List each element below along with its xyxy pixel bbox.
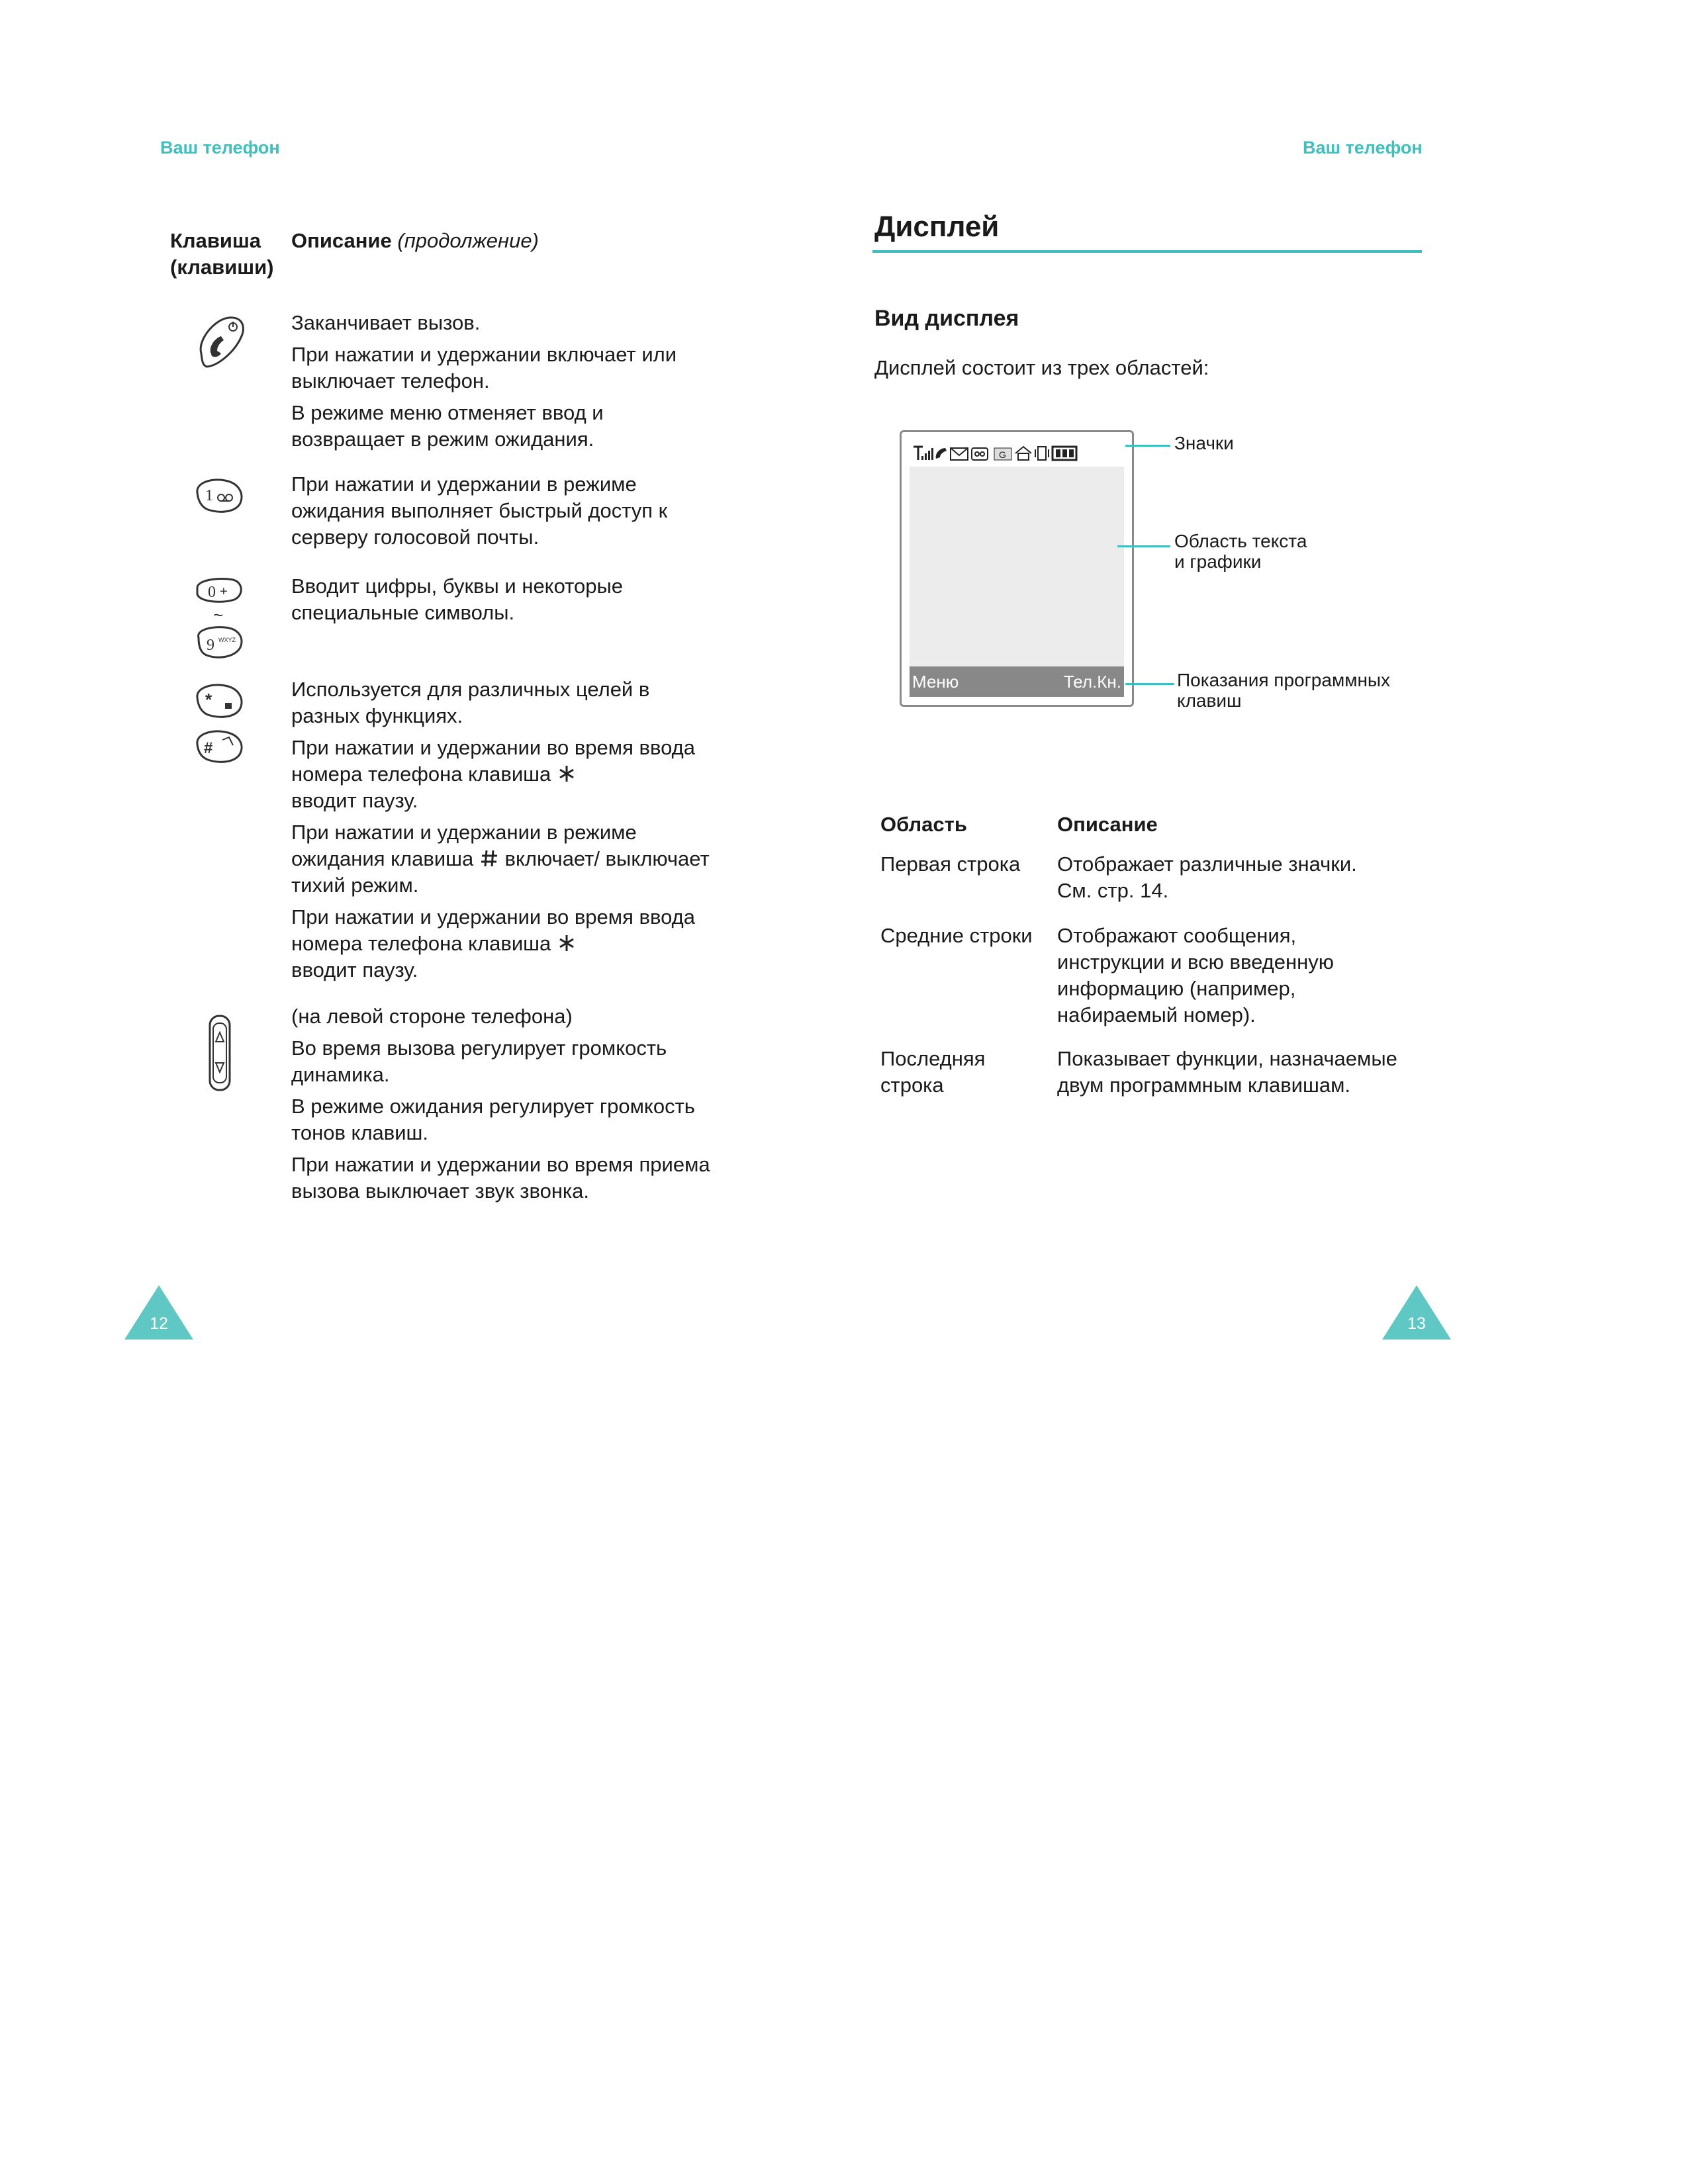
- column-header-key-line1: Клавиша: [170, 229, 261, 252]
- signal-strength-icon: [914, 447, 933, 460]
- callout-line-softkeys: [1125, 683, 1174, 685]
- page-number-left: 12: [150, 1314, 168, 1333]
- callout-text-area-line1: Область текста: [1174, 531, 1307, 551]
- callout-softkeys-line2: клавиш: [1177, 690, 1242, 711]
- status-icons-row: [910, 440, 1124, 467]
- desc-line: (на левой стороне телефона): [291, 1005, 573, 1028]
- callout-line-icons: [1125, 445, 1170, 447]
- desc-line: При нажатии и удержании в режиме ожидания выполняет быстрый доступ к серверу голосовой почты.: [291, 473, 668, 549]
- table-cell-line: набираемый номер).: [1057, 1003, 1256, 1026]
- callout-softkeys: [1177, 670, 1390, 711]
- key-desc-digits: [291, 573, 715, 631]
- callout-text-area: [1174, 531, 1307, 572]
- page-number-badge-right: [1382, 1285, 1451, 1340]
- star-hash-keys-icon: [193, 680, 248, 768]
- section-title-rule: [872, 250, 1422, 253]
- table-header-area: Область: [880, 813, 967, 836]
- svg-text:~: ~: [213, 605, 224, 625]
- table-row-3-desc: [1057, 1046, 1428, 1099]
- desc-line: В режиме меню отменяет ввод и возвращает в режим ожидания.: [291, 401, 604, 451]
- star-symbol-icon: [557, 933, 577, 953]
- battery-level-icon: [1053, 447, 1076, 460]
- desc-line: включает/ выключает тихий режим.: [291, 847, 710, 897]
- desc-line: Во время вызова регулирует громкость динамика.: [291, 1036, 667, 1086]
- table-cell-line: Отображает различные значки.: [1057, 852, 1357, 876]
- running-header-left: Ваш телефон: [160, 138, 280, 158]
- table-cell-line: Средние строки: [880, 924, 1033, 947]
- callout-softkeys-line1: Показания программных: [1177, 670, 1391, 690]
- desc-line: Вводит цифры, буквы и некоторые специальные символы.: [291, 574, 624, 624]
- callout-line-text-area: [1117, 545, 1170, 547]
- svg-text:+: +: [220, 584, 228, 599]
- hash-symbol-icon: [479, 848, 499, 868]
- key-desc-star-hash: [291, 676, 715, 989]
- column-header-desc-label: Описание: [291, 229, 392, 252]
- svg-text:0: 0: [208, 584, 216, 601]
- table-row-1-desc: [1057, 851, 1428, 904]
- svg-text:9: 9: [207, 637, 214, 654]
- home-zone-icon: [1015, 447, 1031, 460]
- desc-line: Используется для различных целей в разных функциях.: [291, 678, 650, 727]
- table-cell-line: См. стр. 14.: [1057, 879, 1169, 902]
- desc-line: вводит паузу.: [291, 789, 418, 812]
- desc-line: В режиме ожидания регулирует громкость тонов клавиш.: [291, 1095, 695, 1144]
- desc-line: При нажатии и удержании в режиме ожидания клавиша: [291, 821, 637, 870]
- table-cell-line: двум программным клавишам.: [1057, 1073, 1351, 1097]
- page-number-badge-left: [124, 1285, 193, 1340]
- display-screen: [910, 440, 1124, 697]
- desc-paragraph: [291, 735, 715, 814]
- table-cell-line: информацию (например,: [1057, 977, 1296, 1000]
- desc-line: Заканчивает вызов.: [291, 311, 481, 334]
- vibration-mode-icon: [1035, 447, 1049, 460]
- desc-paragraph: [291, 904, 715, 983]
- volume-key-icon: [208, 1014, 232, 1093]
- table-cell-line: Отображают сообщения,: [1057, 924, 1297, 947]
- digit-keys-0-9-icon: [193, 576, 246, 663]
- voicemail-key-1-icon: [193, 475, 246, 515]
- star-symbol-icon: [557, 764, 577, 784]
- softkey-left-label: Меню: [912, 672, 959, 692]
- column-header-key: [170, 228, 273, 281]
- column-header-key-line2: (клавиши): [170, 255, 274, 279]
- svg-text:1: 1: [205, 487, 213, 504]
- callout-icons: Значки: [1174, 433, 1234, 453]
- softkey-right-label: Тел.Кн.: [1063, 672, 1121, 692]
- display-status-bar: [910, 440, 1124, 467]
- display-illustration: [900, 430, 1134, 707]
- table-row-3-area: [880, 1046, 1053, 1099]
- subsection-title: Вид дисплея: [874, 306, 1019, 331]
- table-cell-line: Последняя: [880, 1047, 986, 1070]
- table-header-description: Описание: [1057, 813, 1158, 836]
- table-cell-line: инструкции и всю введенную: [1057, 950, 1334, 974]
- desc-line: При нажатии и удержании включает или выключает телефон.: [291, 343, 677, 392]
- svg-text:#: #: [204, 739, 213, 757]
- column-header-description: [291, 228, 539, 254]
- table-row-1-area: [880, 851, 1053, 878]
- table-cell-line: строка: [880, 1073, 944, 1097]
- column-header-desc-note: (продолжение): [397, 229, 539, 252]
- intro-text: Дисплей состоит из трех областей:: [874, 356, 1209, 379]
- message-envelope-icon: [951, 448, 968, 460]
- desc-line: При нажатии и удержании во время приема вызова выключает звук звонка.: [291, 1153, 710, 1203]
- running-header-right: Ваш телефон: [1303, 138, 1423, 158]
- table-row-2-desc: [1057, 923, 1428, 1028]
- voicemail-status-icon: [972, 448, 988, 460]
- key-desc-volume: [291, 1003, 715, 1210]
- page-number-right: 13: [1407, 1314, 1426, 1333]
- table-cell-line: Первая строка: [880, 852, 1021, 876]
- svg-text:G: G: [999, 449, 1006, 460]
- callout-text-area-line2: и графики: [1174, 551, 1262, 572]
- network-service-icon: [994, 448, 1011, 460]
- key-desc-voicemail: [291, 471, 715, 556]
- table-row-2-area: [880, 923, 1053, 949]
- desc-paragraph: [291, 819, 715, 899]
- svg-text:*: *: [205, 690, 212, 709]
- key-desc-end: [291, 310, 715, 458]
- table-cell-line: Показывает функции, назначаемые: [1057, 1047, 1397, 1070]
- svg-text:WXYZ: WXYZ: [218, 637, 236, 643]
- end-call-icon: [195, 314, 248, 373]
- section-title: Дисплей: [874, 210, 1000, 243]
- desc-line: При нажатии и удержании во время ввода номера телефона клавиша: [291, 905, 695, 955]
- call-active-icon: [936, 448, 947, 459]
- desc-line: вводит паузу.: [291, 958, 418, 981]
- desc-line: При нажатии и удержании во время ввода номера телефона клавиша: [291, 736, 695, 786]
- display-softkey-bar: [910, 666, 1124, 697]
